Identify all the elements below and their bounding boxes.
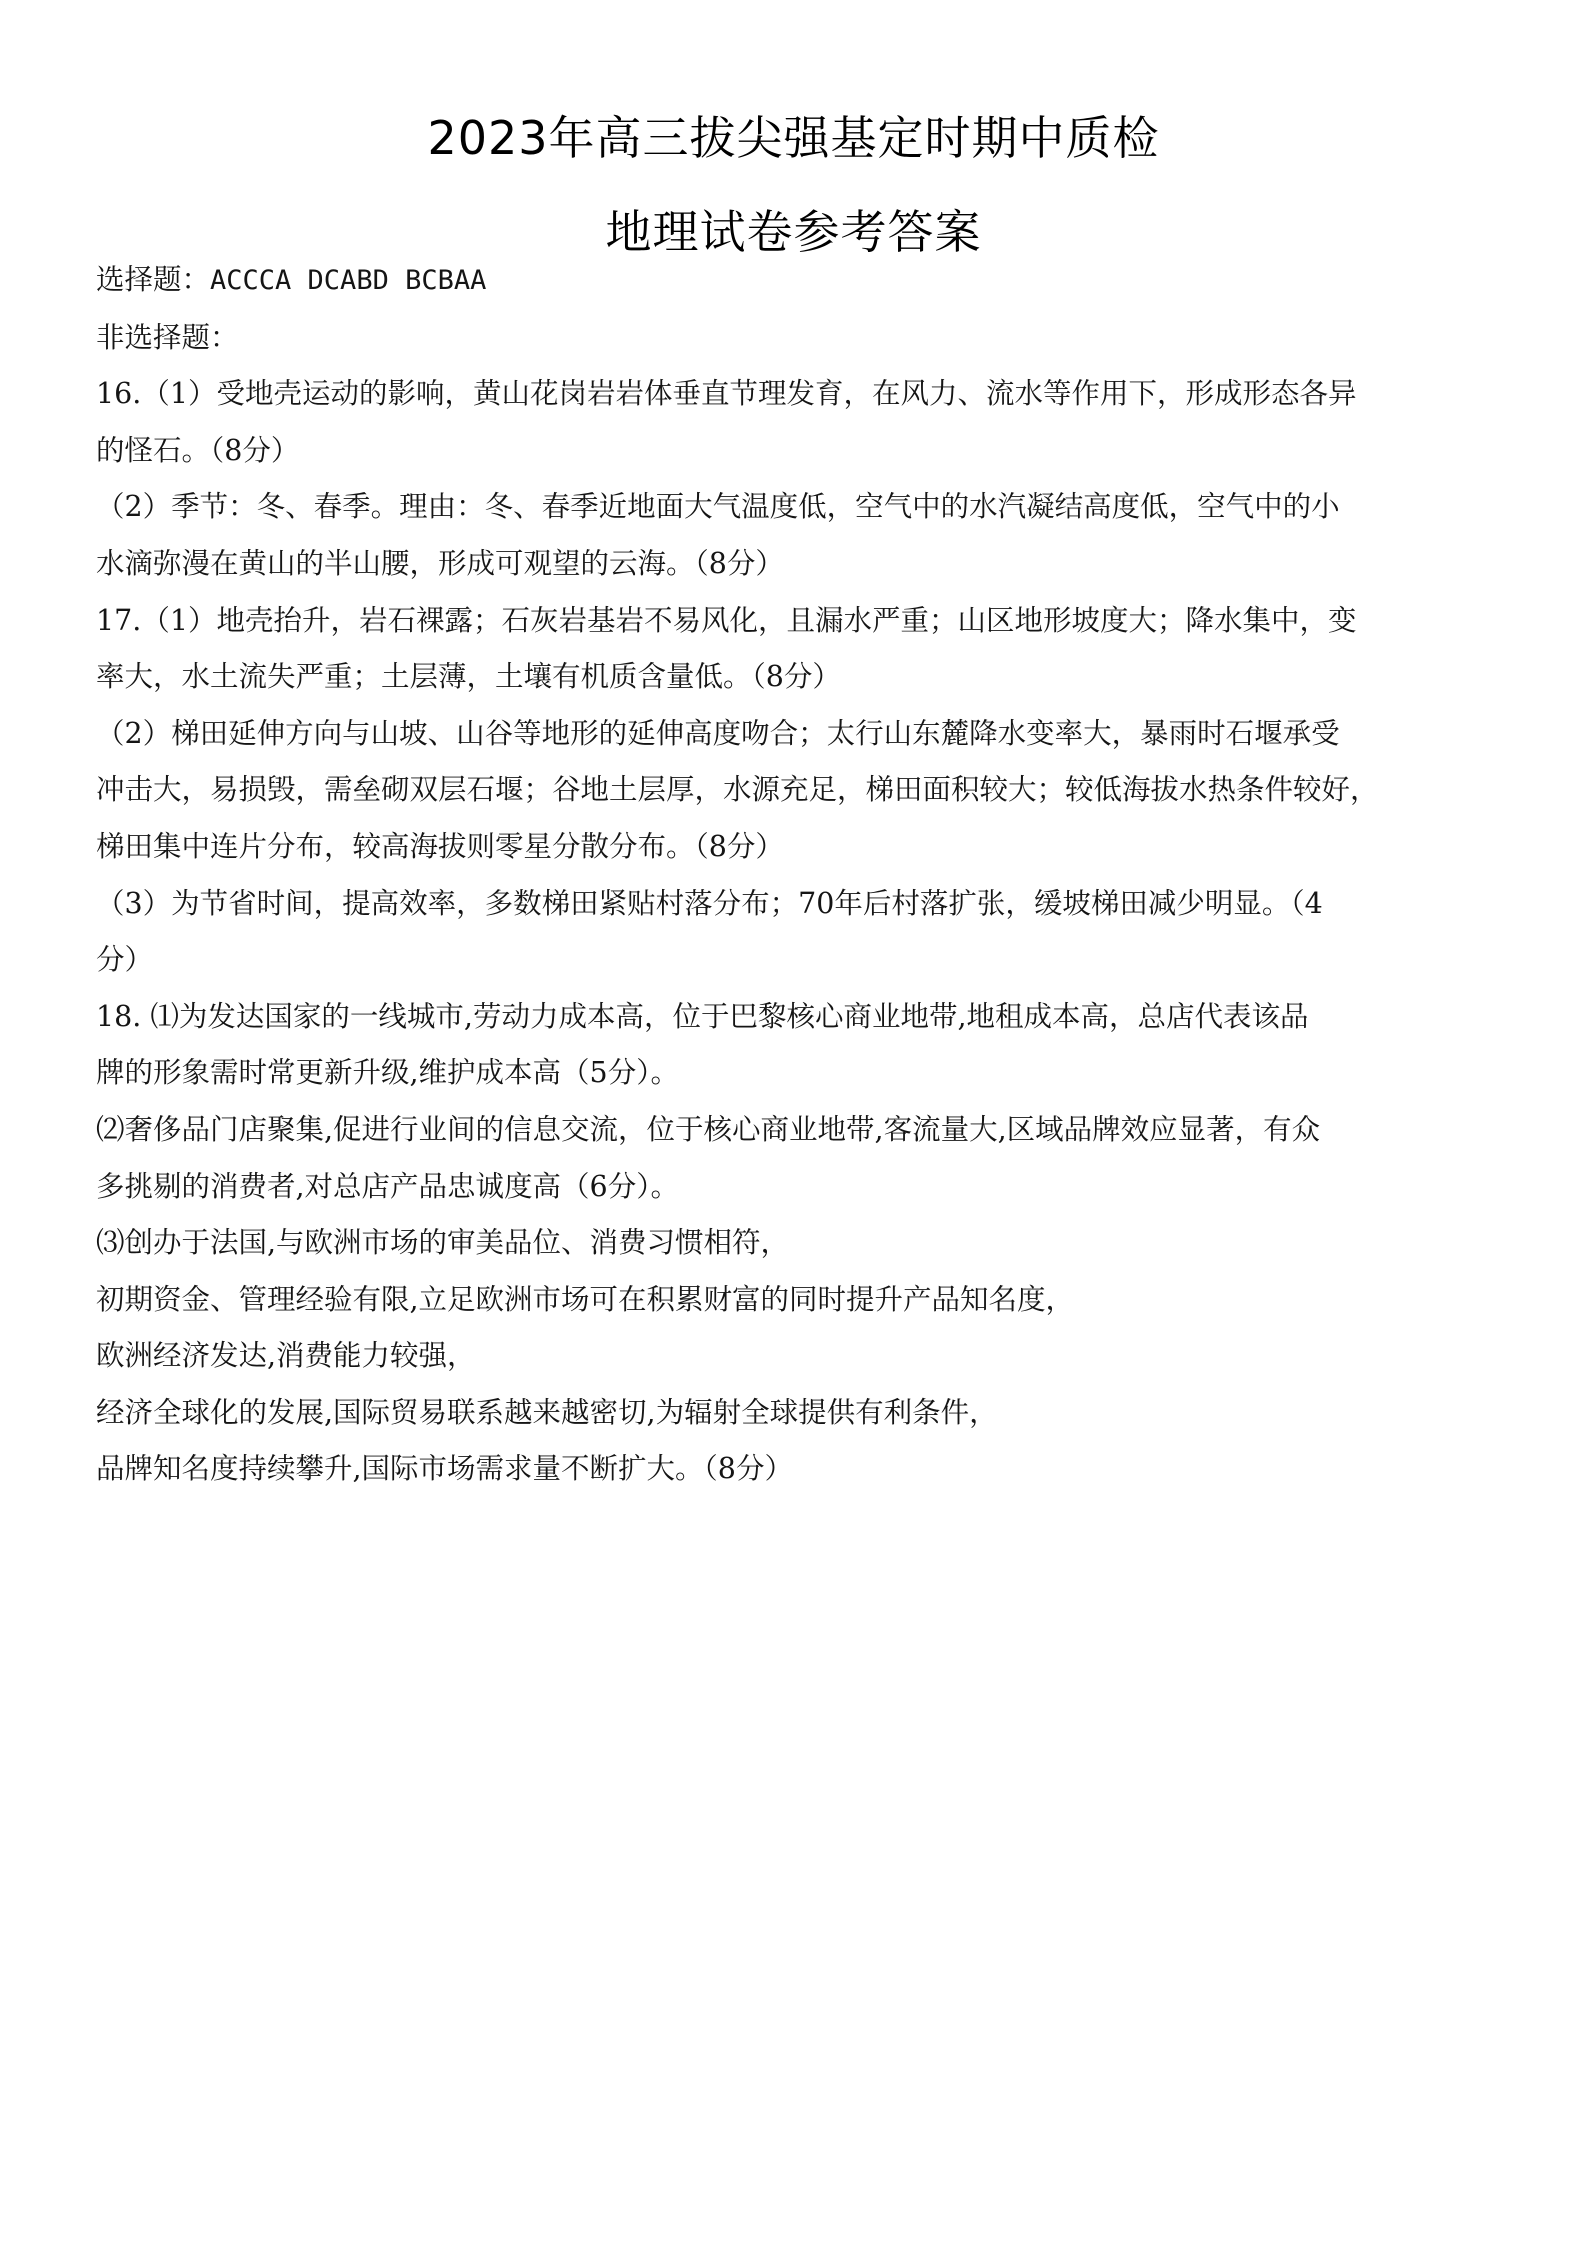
answer-line: 品牌知名度持续攀升,国际市场需求量不断扩大。（8分） [96, 1452, 793, 1486]
answer-line: 初期资金、管理经验有限,立足欧洲市场可在积累财富的同时提升产品知名度， [96, 1282, 1075, 1316]
answer-line: 16.（1）受地壳运动的影响，黄山花岗岩岩体垂直节理发育，在风力、流水等作用下，形成形态各异 [96, 377, 1357, 411]
page-subtitle: 地理试卷参考答案 [605, 205, 982, 259]
choice-label: 选择题： [96, 263, 211, 296]
choice-answers-line [96, 252, 1496, 310]
answer-line: 多挑剔的消费者,对总店产品忠诚度高（6分）。 [96, 1169, 679, 1203]
answer-line: 18. ⑴为发达国家的一线城市,劳动力成本高，位于巴黎核心商业地带,地租成本高，总店代表该品 [96, 999, 1309, 1033]
answer-line: 经济全球化的发展,国际贸易联系越来越密切,为辐射全球提供有利条件， [96, 1395, 998, 1429]
answer-line: 欧洲经济发达,消费能力较强， [96, 1339, 476, 1373]
answer-line: 梯田集中连片分布，较高海拔则零星分散分布。（8分） [96, 829, 784, 863]
answer-line: 冲击大，易损毁，需垒砌双层石堰；谷地土层厚，水源充足，梯田面积较大；较低海拔水热条件较好， [96, 773, 1379, 807]
answer-line: 牌的形象需时常更新升级,维护成本高（5分）。 [96, 1056, 679, 1090]
nonchoice-label: 非选择题： [96, 320, 239, 354]
answer-line: 率大，水土流失严重；土层薄，土壤有机质含量低。（8分） [96, 660, 841, 694]
answer-body [96, 252, 1496, 1498]
answer-line: （3）为节省时间，提高效率，多数梯田紧贴村落分布；70年后村落扩张，缓坡梯田减少明显。（4 [96, 886, 1323, 920]
answer-line: ⑵奢侈品门店聚集,促进行业间的信息交流，位于核心商业地带,客流量大,区域品牌效应显著，有众 [96, 1112, 1321, 1146]
answer-line: （2）梯田延伸方向与山坡、山谷等地形的延伸高度吻合；太行山东麓降水变率大，暴雨时石堰承受 [96, 716, 1340, 750]
answer-line: 分） [96, 943, 154, 977]
answer-line: 17.（1）地壳抬升，岩石裸露；石灰岩基岩不易风化，且漏水严重；山区地形坡度大；降水集中，变 [96, 603, 1357, 637]
answer-line: ⑶创办于法国,与欧洲市场的审美品位、消费习惯相符， [96, 1226, 790, 1260]
answer-line: 的怪石。（8分） [96, 433, 300, 467]
answer-line: （2）季节：冬、春季。理由：冬、春季近地面大气温度低，空气中的水汽凝结高度低，空气中的小 [96, 490, 1340, 524]
choice-answers: ACCCA DCABD BCBAA [210, 265, 487, 296]
answer-line: 水滴弥漫在黄山的半山腰，形成可观望的云海。（8分） [96, 546, 784, 580]
page-title: 2023年高三拔尖强基定时期中质检 [427, 111, 1160, 165]
